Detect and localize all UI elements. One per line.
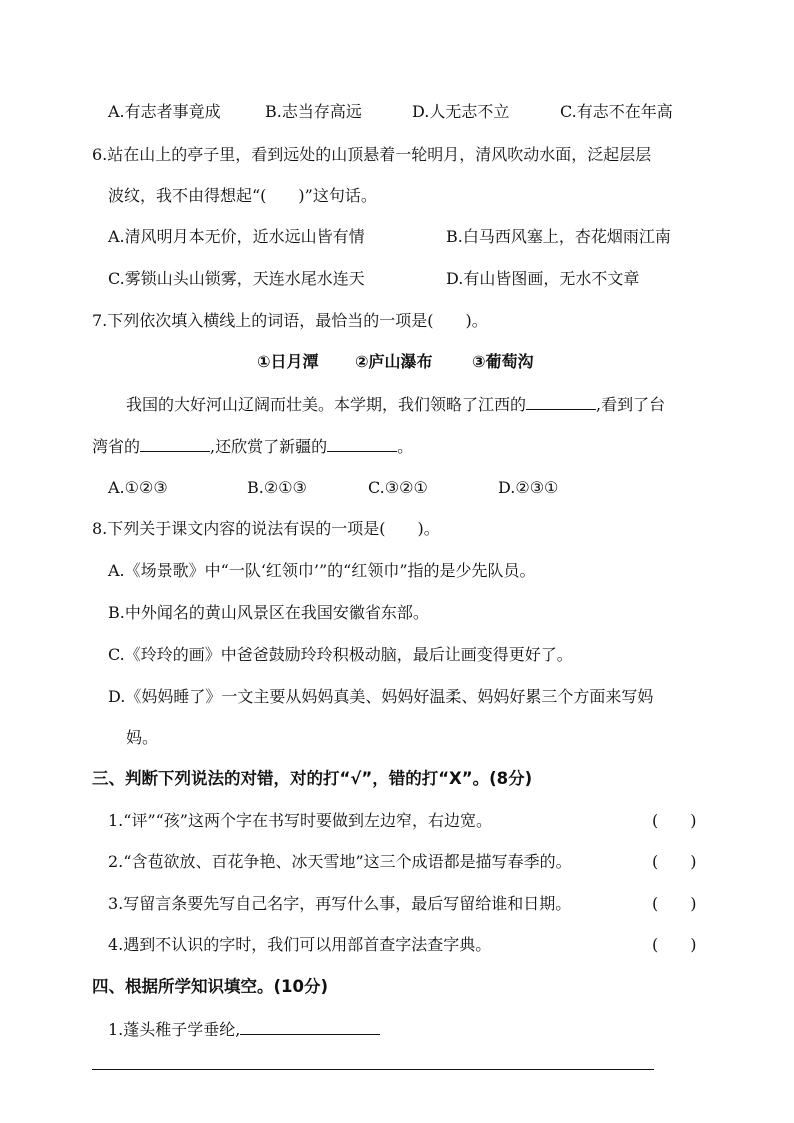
q7-stem: 7.下列依次填入横线上的词语，最恰当的一项是( )。 bbox=[92, 311, 488, 330]
section3-item-1: 1.“评”“孩”这两个字在书写时要做到左边窄，右边宽。 bbox=[108, 811, 492, 830]
q8-stem: 8.下列关于课文内容的说法有误的一项是( )。 bbox=[92, 519, 440, 538]
q6-option-a: A.清风明月本无价，近水远山皆有情 bbox=[108, 227, 365, 246]
q7-blank-2[interactable] bbox=[140, 435, 210, 452]
q6-stem-line1: 6.站在山上的亭子里，看到远处的山顶悬着一轮明月，清风吹动水面，泛起层层 bbox=[92, 145, 652, 164]
section4-title: 四、根据所学知识填空。(10分) bbox=[92, 977, 329, 996]
section3-answer-2[interactable]: ( ) bbox=[652, 852, 697, 871]
q6-stem-line2: 波纹，我不由得想起“( )”这句话。 bbox=[108, 186, 377, 205]
q7-passage-text-2c: 。 bbox=[397, 437, 414, 456]
q7-passage-line2 bbox=[92, 435, 413, 459]
q7-option-a: A.①②③ bbox=[108, 478, 168, 497]
answer-line[interactable] bbox=[92, 1069, 654, 1070]
section4-item-1 bbox=[108, 1018, 380, 1042]
section3-answer-3[interactable]: ( ) bbox=[652, 894, 697, 913]
q7-word-3: ③葡萄沟 bbox=[472, 352, 534, 371]
q7-passage-text-1b: ,看到了台 bbox=[596, 395, 666, 414]
q6-option-c: C.雾锁山头山锁雾，天连水尾水连天 bbox=[108, 269, 365, 288]
section3-title: 三、判断下列说法的对错，对的打“√”，错的打“X”。(8分) bbox=[92, 769, 533, 788]
q7-option-b: B.②①③ bbox=[247, 478, 307, 497]
q7-option-c: C.③②① bbox=[368, 478, 428, 497]
section3-answer-1[interactable]: ( ) bbox=[652, 811, 697, 830]
section3-item-3: 3.写留言条要先写自己名字，再写什么事，最后写留给谁和日期。 bbox=[108, 894, 572, 913]
q6-option-d: D.有山皆图画，无水不文章 bbox=[446, 269, 640, 288]
q5-option-d: D.人无志不立 bbox=[412, 102, 510, 121]
q7-blank-3[interactable] bbox=[327, 435, 397, 452]
section3-item-4: 4.遇到不认识的字时，我们可以用部首查字法查字典。 bbox=[108, 935, 492, 954]
q8-option-a: A.《场景歌》中“一队‘红领巾’”的“红领巾”指的是少先队员。 bbox=[108, 561, 536, 580]
q7-word-1: ①日月潭 bbox=[257, 352, 319, 371]
q7-passage-text-1a: 我国的大好河山辽阔而壮美。本学期，我们领略了江西的 bbox=[126, 395, 527, 414]
q8-option-c: C.《玲玲的画》中爸爸鼓励玲玲积极动脑，最后让画变得更好了。 bbox=[108, 645, 573, 664]
section3-item-2: 2.“含苞欲放、百花争艳、冰天雪地”这三个成语都是描写春季的。 bbox=[108, 852, 572, 871]
q8-option-d-line2: 妈。 bbox=[126, 728, 159, 747]
q7-option-d: D.②③① bbox=[498, 478, 559, 497]
q5-option-b: B.志当存高远 bbox=[265, 102, 362, 121]
q7-passage-text-2b: ,还欣赏了新疆的 bbox=[210, 437, 328, 456]
q6-option-b: B.白马西风塞上，杏花烟雨江南 bbox=[446, 227, 671, 246]
section3-answer-4[interactable]: ( ) bbox=[652, 935, 697, 954]
q8-option-d-line1: D.《妈妈睡了》一文主要从妈妈真美、妈妈好温柔、妈妈好累三个方面来写妈 bbox=[108, 687, 654, 706]
q8-option-b: B.中外闻名的黄山风景区在我国安徽省东部。 bbox=[108, 603, 429, 622]
section4-blank-1[interactable] bbox=[240, 1018, 380, 1035]
q7-word-2: ②庐山瀑布 bbox=[355, 352, 433, 371]
q7-blank-1[interactable] bbox=[526, 393, 596, 410]
q5-option-c: C.有志不在年高 bbox=[560, 102, 673, 121]
section4-item-1-text: 1.蓬头稚子学垂纶, bbox=[108, 1020, 241, 1039]
q7-passage-text-2a: 湾省的 bbox=[92, 437, 141, 456]
q5-option-a: A.有志者事竟成 bbox=[108, 102, 221, 121]
q7-passage-line1 bbox=[126, 393, 665, 417]
